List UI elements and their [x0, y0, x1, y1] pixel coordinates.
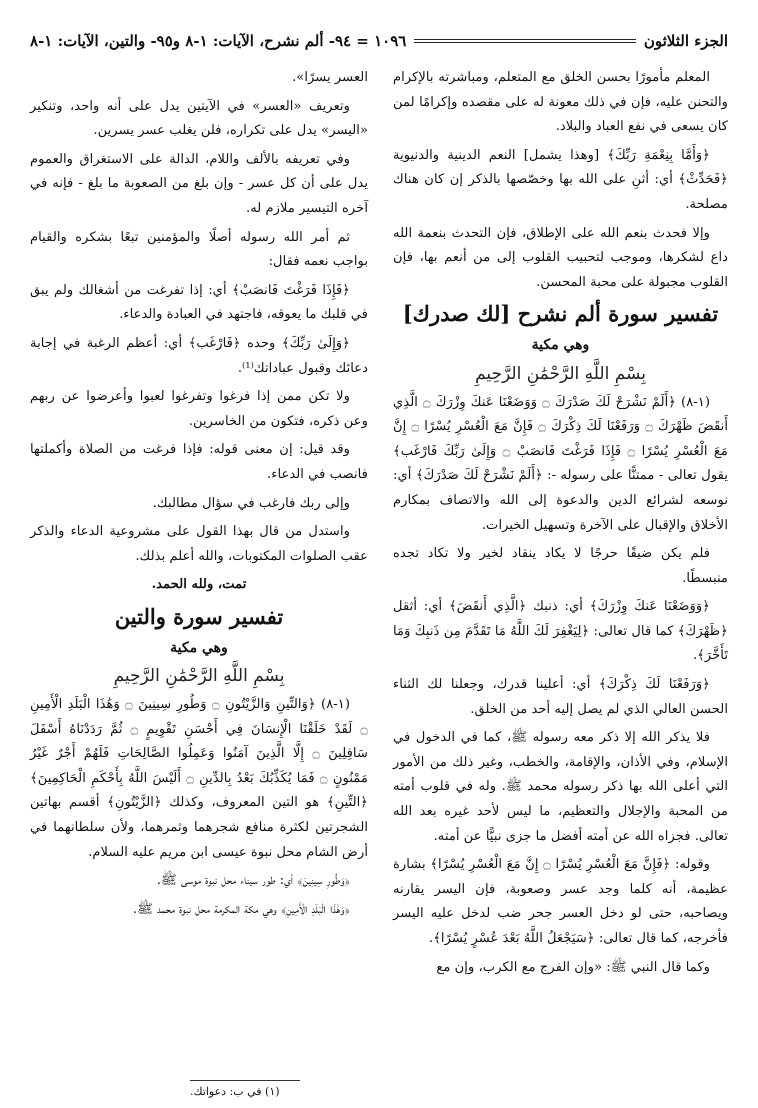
page-header — [30, 28, 728, 54]
paragraph: ﴿وَوَضَعْنَا عَنكَ وِزْرَكَ﴾ أي: ذنبك ﴿الَّذِي أَنقَضَ﴾ أي: أثقل ﴿ظَهْرَكَ﴾ كما قال تعالى: ﴿لِيَغْفِرَ لَكَ اللَّهُ مَا تَقَدَّمَ مِن ذَنبِكَ وَمَا تَأَخَّرَ﴾. — [393, 599, 728, 664]
footnote: (١) في ب: دعواتك. — [190, 1085, 280, 1098]
paragraph: ﴿وَهَٰذَا الْبَلَدِ الْأَمِينِ﴾ وهي مكة المكرمة محل نبوة محمد ﷺ. — [132, 901, 350, 917]
paragraph: وإلا فحدث بنعم الله على الإطلاق، فإن التحدث بنعمة الله داع لشكرها، وموجب لتحبيب القلوب إلى من أنعم بها، فإن القلوب مجبولة على محبة المحسن. — [393, 225, 728, 290]
paragraph: وفي تعريفه بالألف واللام، الدالة على الاستغراق والعموم يدل على أن كل عسر - وإن بلغ من الصعوبة ما بلغ - فإنه في آخره التيسير ملازم له. — [30, 151, 368, 216]
surah-subtitle: وهي مكية — [531, 337, 590, 354]
part-label: الجزء الثلاثون — [643, 32, 728, 50]
paragraph: فلا يذكر الله إلا ذكر معه رسوله ﷺ، كما في الدخول في الإسلام، وفي الأذان، والإقامة، والخطب، وغير ذلك من الأمور التي أعلى الله بها ذكر رسوله محمد ﷺ. وله في قلوب أمته من المحبة والإجلال والتعظيم، ما ليس لأحد غيره بعد الله تعالى. فجزاه الله عن أمته أفضل ما جزى نبيًّا عن أمته. — [393, 730, 728, 844]
paragraph: العسر يسرًا». — [292, 70, 368, 85]
header-rule — [414, 39, 636, 43]
paragraph: وكما قال النبي ﷺ: «وإن الفرج مع الكرب، وإن مع — [436, 959, 710, 975]
paragraph: ﴿وَطُورِ سِينِينَ﴾ أي: طور سيناء محل نبوة موسى ﷺ. — [156, 873, 350, 889]
end-note: تمت، ولله الحمد. — [151, 577, 247, 593]
page-info: ١٠٩٦ = ٩٤- ألم نشرح، الآيات: ١-٨ و٩٥- والتين، الآيات: ١-٨ — [30, 32, 407, 50]
paragraph: ولا تكن ممن إذا فرغوا وتفرغوا لعبوا وأعرضوا عن ربهم وعن ذكره، فتكون من الخاسرين. — [30, 389, 368, 429]
left-column — [30, 66, 368, 926]
right-column — [393, 66, 728, 984]
surah-title: تفسير سورة ألم نشرح [لك صدرك] — [402, 301, 719, 327]
paragraph: ثم أمر الله رسوله أصلًا والمؤمنين تبعًا بشكره والقيام بواجب نعمه فقال: — [30, 229, 368, 270]
paragraph: وقد قيل: إن معنى قوله: فإذا فرغت من الصلاة وأكملتها فانصب في الدعاء. — [30, 442, 368, 482]
basmala: بِسْمِ اللَّهِ الرَّحْمَٰنِ الرَّحِيمِ — [113, 666, 285, 687]
basmala: بِسْمِ اللَّهِ الرَّحْمَٰنِ الرَّحِيمِ — [475, 363, 646, 384]
paragraph: (١-٨) ﴿وَالتِّينِ وَالزَّيْتُونِ ۝ وَطُورِ سِينِينَ ۝ وَهَٰذَا الْبَلَدِ الْأَمِينِ ۝ لَقَدْ خَلَقْنَا الْإِنسَانَ فِي أَحْسَنِ تَقْوِيمٍ ۝ ثُمَّ رَدَدْنَاهُ أَسْفَلَ سَافِلِينَ ۝ إِلَّا الَّذِينَ آمَنُوا وَعَمِلُوا الصَّالِحَاتِ فَلَهُمْ أَجْرٌ غَيْرُ مَمْنُونٍ ۝ فَمَا يُكَذِّبُكَ بَعْدُ بِالدِّينِ ۝ أَلَيْسَ اللَّهُ بِأَحْكَمِ الْحَاكِمِينَ﴾ ﴿التِّينِ﴾ هو التين المعروف، وكذلك ﴿الزَّيْتُونِ﴾ أقسم بهاتين الشجرتين لكثرة منافع شجرهما وثمرهما، ولأن سلطانهما في أرض الشام محل نبوة عيسى ابن مريم عليه السلام. — [30, 697, 369, 860]
paragraph: ﴿وَأَمَّا بِنِعْمَةِ رَبِّكَ﴾ [وهذا يشمل] النعم الدينية والدنيوية ﴿فَحَدِّثْ﴾ أي: أثنِ على الله بها وخصّصها بالذكر إن كان هناك مصلحة. — [393, 147, 728, 212]
paragraph: (١-٨) ﴿أَلَمْ نَشْرَحْ لَكَ صَدْرَكَ ۝ وَوَضَعْنَا عَنكَ وِزْرَكَ ۝ الَّذِي أَنقَضَ ظَهْرَكَ ۝ وَرَفَعْنَا لَكَ ذِكْرَكَ ۝ فَإِنَّ مَعَ الْعُسْرِ يُسْرًا ۝ إِنَّ مَعَ الْعُسْرِ يُسْرًا ۝ فَإِذَا فَرَغْتَ فَانصَبْ ۝ وَإِلَىٰ رَبِّكَ فَارْغَب﴾ يقول تعالى - ممتنًّا على رسوله -: ﴿أَلَمْ نَشْرَحْ لَكَ صَدْرَكَ﴾ أي: نوسعه لشرائع الدين والدعوة إلى الله والاتصاف بمكارم الأخلاق والإقبال على الآخرة وتسهيل الخيرات. — [393, 394, 728, 533]
paragraph: ﴿وَإِلَىٰ رَبِّكَ﴾ وحده ﴿فَارْغَب﴾ أي: أعظم الرغبة في إجابة دعائك وقبول عباداتك⁽¹⁾. — [30, 335, 368, 376]
paragraph: واستدل من قال بهذا القول على مشروعية الدعاء والذكر عقب الصلوات المكتوبات، والله أعلم بذلك. — [30, 524, 368, 564]
paragraph: ﴿فَإِذَا فَرَغْتَ فَانصَبْ﴾ أي: إذا تفرغت من أشغالك ولم يبق في قلبك ما يعوقه، فاجتهد في العبادة والدعاء. — [30, 282, 368, 323]
paragraph: وقوله: ﴿فَإِنَّ مَعَ الْعُسْرِ يُسْرًا ۝ إِنَّ مَعَ الْعُسْرِ يُسْرًا﴾ بشارة عظيمة، أنه كلما وجد عسر وصعوبة، فإن اليسر يقارنه ويصاحبه، حتى لو دخل العسر جحر ضب لدخل عليه اليسر فأخرجه، كما قال تعالى: ﴿سَيَجْعَلُ اللَّهُ بَعْدَ عُسْرٍ يُسْرًا﴾. — [393, 857, 728, 946]
surah-title: تفسير سورة والتين — [114, 603, 284, 629]
paragraph: وإلى ربك فارغب في سؤال مطالبك. — [152, 495, 350, 511]
paragraph: ﴿وَرَفَعْنَا لَكَ ذِكْرَكَ﴾ أي: أعلينا قدرك، وجعلنا لك الثناء الحسن العالي الذي لم يصل إليه أحد من الخلق. — [393, 677, 728, 717]
surah-subtitle: وهي مكية — [170, 639, 228, 656]
paragraph: فلم يكن ضيقًا حرجًا لا يكاد ينقاد لخير ولا تكاد تجده منبسطًا. — [393, 546, 728, 586]
footnote-rule — [190, 1080, 300, 1081]
paragraph: وتعريف «العسر» في الآيتين يدل على أنه واحد، وتنكير «اليسر» يدل على تكراره، فلن يغلب عسر يسرين. — [30, 98, 368, 139]
paragraph: المعلم مأمورًا بحسن الخلق مع المتعلم، ومباشرته بالإكرام والتحنن عليه، فإن في ذلك معونة له على مقصده وإكرامًا لمن كان يسعى في نفع العباد والبلاد. — [393, 70, 728, 135]
